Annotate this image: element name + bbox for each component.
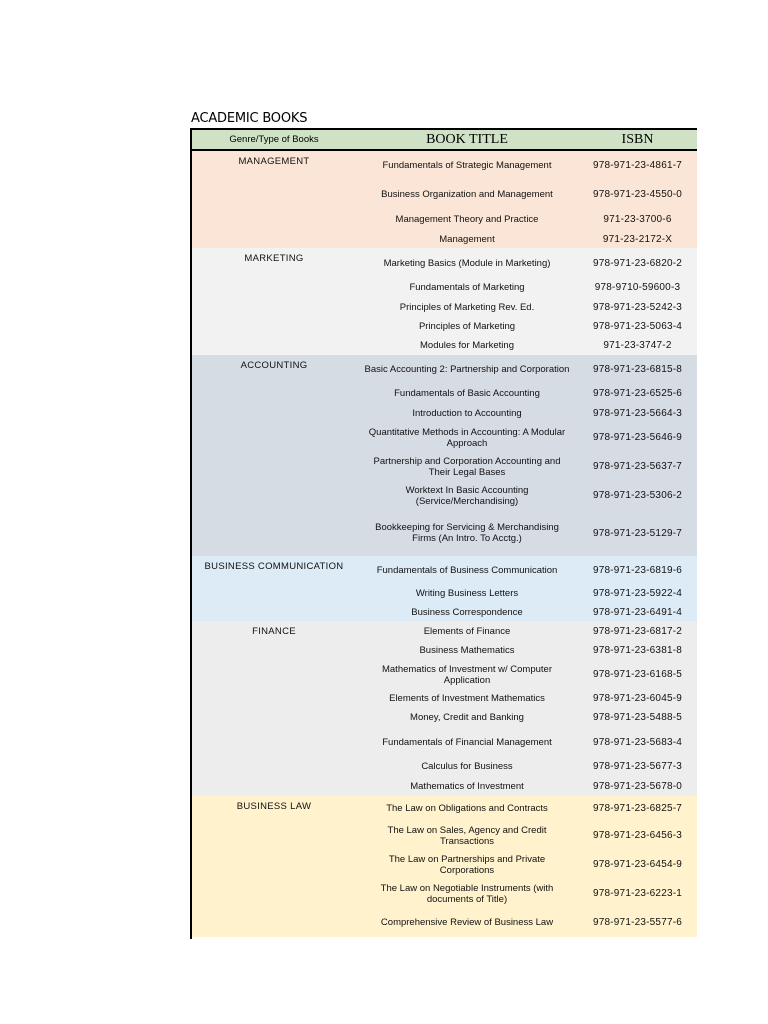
- table-row: [191, 248, 697, 278]
- isbn-cell: 971-23-3747-2: [603, 340, 672, 351]
- book-title-cell: The Law on Negotiable Instruments (with documents of Title): [380, 882, 554, 905]
- table-body: [191, 150, 697, 937]
- book-title-cell: The Law on Partnerships and Private Corporations: [388, 853, 546, 876]
- book-title-cell: Money, Credit and Banking: [410, 712, 524, 723]
- isbn-column-header: ISBN: [578, 129, 697, 150]
- isbn-cell: 978-9710-59600-3: [594, 282, 681, 293]
- book-title-cell: Management Theory and Practice: [395, 213, 539, 225]
- table-left-border: [190, 937, 192, 939]
- isbn-cell: 978-971-23-5063-4: [592, 321, 683, 332]
- isbn-cell: 978-971-23-6815-8: [592, 364, 683, 375]
- table-row: [191, 355, 697, 384]
- isbn-cell: 978-971-23-6223-1: [592, 888, 683, 899]
- isbn-cell: 978-971-23-6491-4: [592, 606, 683, 618]
- isbn-cell: 978-971-23-4550-0: [592, 188, 683, 200]
- book-title-cell: Partnership and Corporation Accounting and Their Legal Bases: [373, 455, 561, 478]
- isbn-cell: 978-971-23-6825-7: [592, 803, 683, 814]
- table-header-row: [191, 129, 697, 150]
- genre-column-header: Genre/Type of Books: [191, 129, 356, 150]
- isbn-cell: 971-23-3700-6: [603, 213, 672, 225]
- book-title-cell: Business Organization and Management: [381, 188, 553, 200]
- isbn-cell: 978-971-23-6454-9: [592, 859, 683, 870]
- book-title-cell: Fundamentals of Basic Accounting: [394, 388, 540, 399]
- genre-cell: MANAGEMENT: [238, 156, 310, 167]
- page-title: ACADEMIC BOOKS: [191, 111, 308, 126]
- book-title-cell: Calculus for Business: [421, 761, 513, 772]
- book-title-cell: Fundamentals of Financial Management: [382, 736, 552, 748]
- isbn-cell: 978-971-23-5664-3: [592, 407, 683, 419]
- book-title-cell: Business Mathematics: [419, 645, 515, 656]
- isbn-cell: 978-971-23-5488-5: [592, 712, 683, 723]
- isbn-cell: 978-971-23-6525-6: [592, 388, 683, 399]
- books-table: [190, 128, 697, 937]
- table-row: [191, 796, 697, 821]
- book-title-cell: Elements of Finance: [423, 625, 511, 637]
- isbn-cell: 978-971-23-6819-6: [592, 564, 683, 576]
- genre-cell: FINANCE: [252, 626, 296, 637]
- isbn-cell: 978-971-23-5242-3: [592, 301, 683, 313]
- book-title-cell: Business Correspondence: [411, 606, 523, 618]
- isbn-cell: 978-971-23-5922-4: [592, 588, 683, 599]
- table-row: [191, 621, 697, 641]
- book-title-cell: Modules for Marketing: [420, 340, 514, 351]
- isbn-cell: 978-971-23-5646-9: [592, 432, 683, 443]
- book-title-cell: Introduction to Accounting: [412, 407, 522, 419]
- book-title-cell: Management: [439, 233, 495, 245]
- book-title-cell: Elements of Investment Mathematics: [389, 693, 545, 704]
- genre-cell: BUSINESS COMMUNICATION: [204, 561, 344, 572]
- isbn-cell: 978-971-23-5306-2: [592, 490, 683, 501]
- book-title-cell: Fundamentals of Strategic Management: [382, 160, 552, 171]
- genre-cell: BUSINESS LAW: [236, 801, 312, 812]
- book-title-cell: The Law on Obligations and Contracts: [386, 803, 548, 814]
- book-title-cell: Mathematics of Investment: [410, 780, 524, 792]
- isbn-cell: 978-971-23-6456-3: [592, 830, 683, 841]
- isbn-cell: 978-971-23-6381-8: [592, 645, 683, 656]
- book-title-cell: Comprehensive Review of Business Law: [380, 917, 554, 928]
- isbn-cell: 978-971-23-5683-4: [592, 736, 683, 748]
- book-title-cell: Marketing Basics (Module in Marketing): [383, 257, 551, 269]
- table-row: [191, 556, 697, 584]
- book-title-cell: Basic Accounting 2: Partnership and Corporation: [364, 364, 570, 375]
- isbn-cell: 978-971-23-6168-5: [592, 669, 683, 680]
- title-column-header: BOOK TITLE: [356, 129, 578, 150]
- isbn-cell: 978-971-23-6820-2: [592, 257, 683, 269]
- genre-cell: MARKETING: [244, 253, 304, 264]
- isbn-cell: 978-971-23-4861-7: [592, 160, 683, 171]
- book-title-cell: Bookkeeping for Servicing & Merchandising Firms (An Intro. To Acctg.): [375, 522, 559, 544]
- book-title-cell: Worktext In Basic Accounting (Service/Merchandising): [405, 484, 529, 507]
- isbn-cell: 978-971-23-5678-0: [592, 780, 683, 792]
- isbn-cell: 978-971-23-5129-7: [592, 527, 683, 539]
- book-title-cell: Fundamentals of Business Communication: [376, 564, 558, 576]
- isbn-cell: 978-971-23-6817-2: [592, 625, 683, 637]
- book-title-cell: Fundamentals of Marketing: [409, 282, 525, 293]
- book-title-cell: Mathematics of Investment w/ Computer Application: [381, 663, 552, 686]
- book-title-cell: Quantitative Methods in Accounting: A Modular Approach: [368, 426, 566, 449]
- genre-cell: ACCOUNTING: [240, 360, 308, 371]
- book-title-cell: The Law on Sales, Agency and Credit Transactions: [387, 824, 547, 847]
- book-title-cell: Principles of Marketing: [418, 321, 516, 332]
- isbn-cell: 978-971-23-5637-7: [592, 461, 683, 472]
- isbn-cell: 971-23-2172-X: [602, 233, 673, 245]
- isbn-cell: 978-971-23-5677-3: [592, 761, 683, 772]
- book-title-cell: Principles of Marketing Rev. Ed.: [399, 301, 535, 313]
- isbn-cell: 978-971-23-5577-6: [592, 917, 683, 928]
- table-row: [191, 150, 697, 180]
- book-title-cell: Writing Business Letters: [415, 588, 519, 599]
- isbn-cell: 978-971-23-6045-9: [592, 693, 683, 704]
